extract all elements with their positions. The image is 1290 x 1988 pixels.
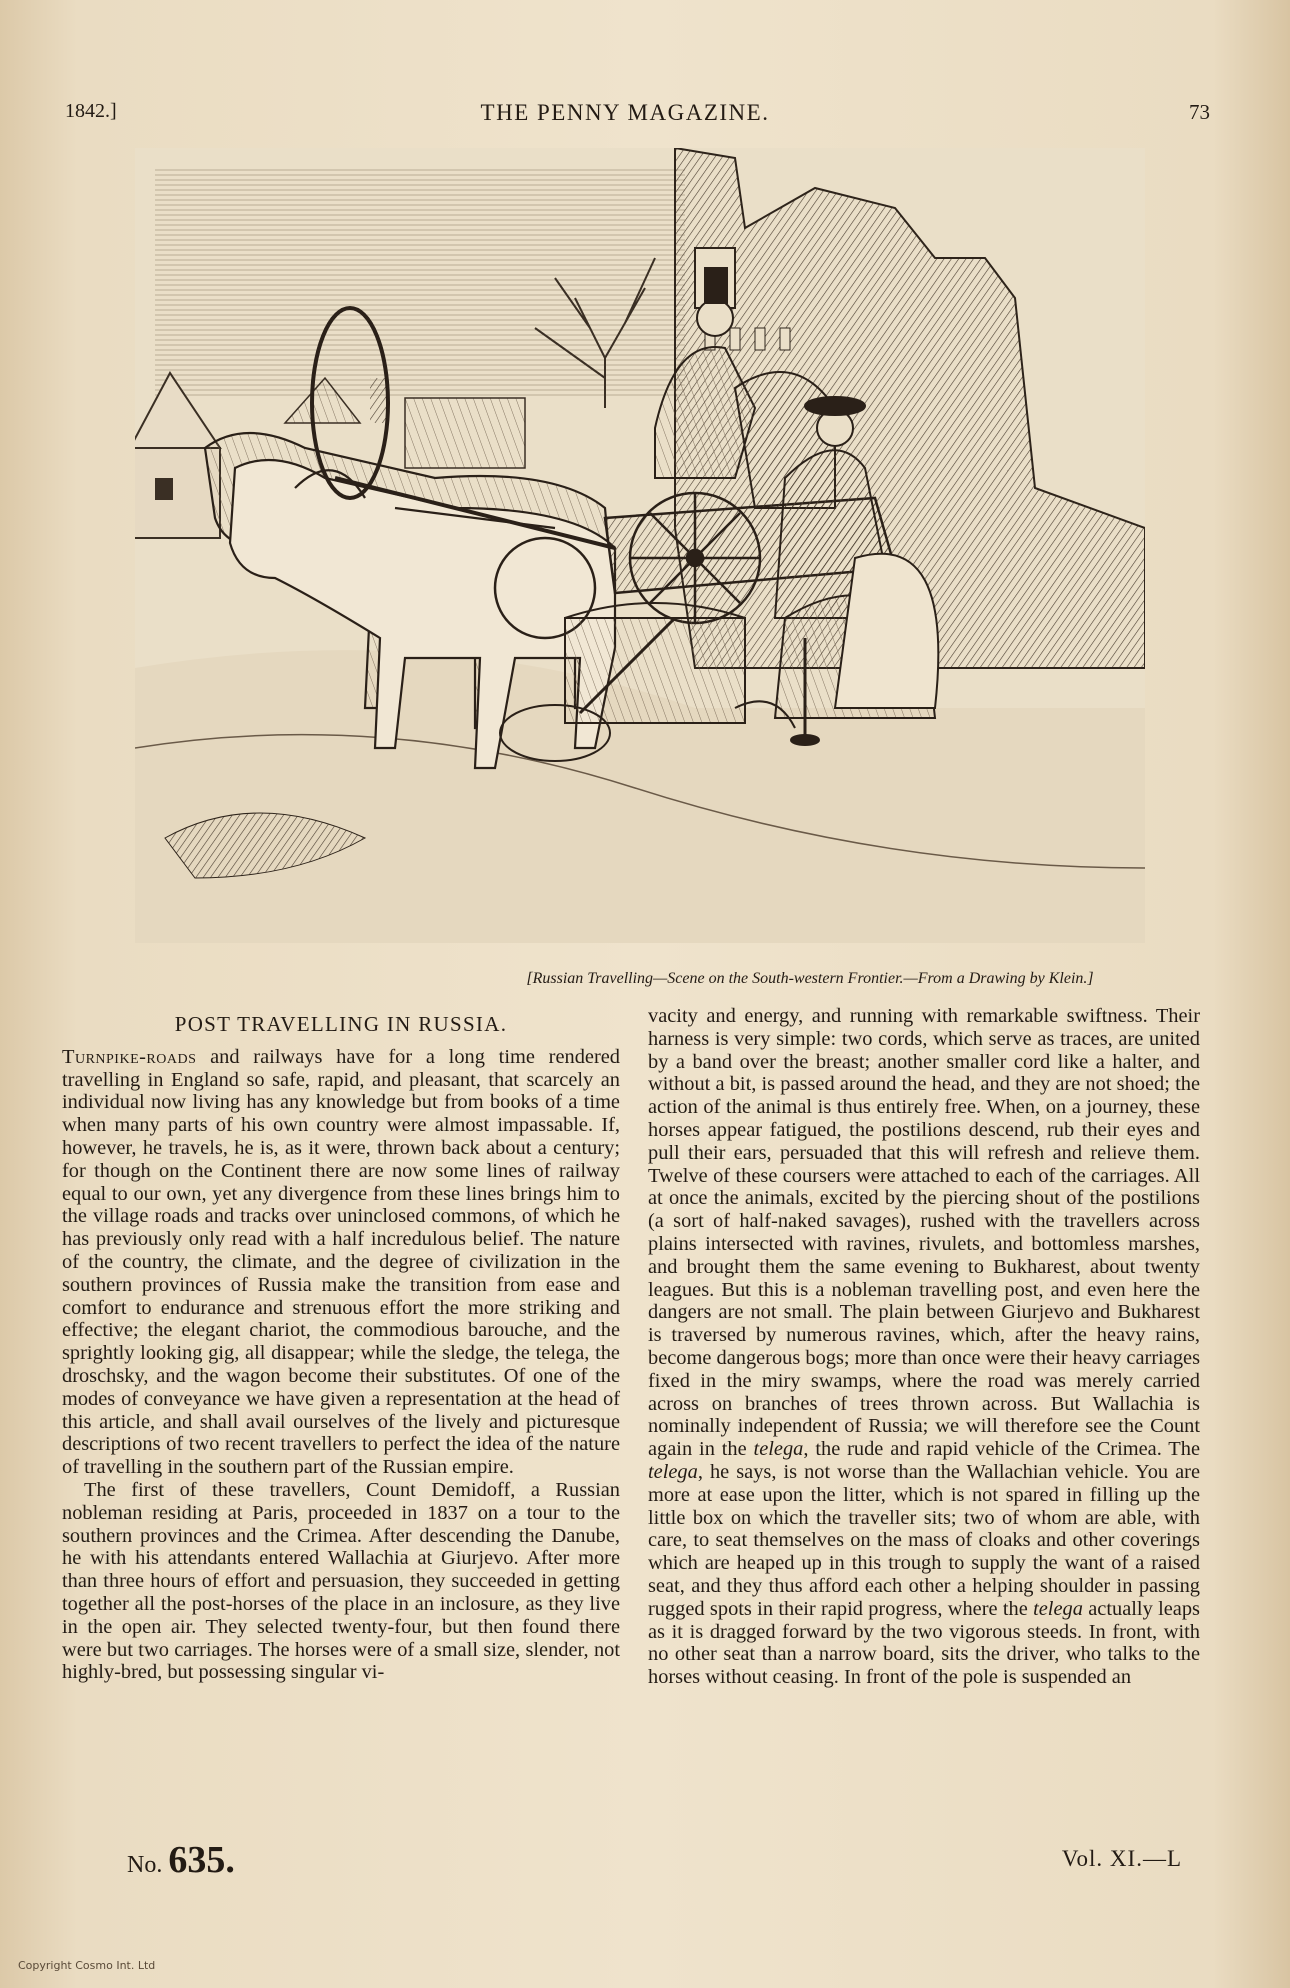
article-column-left bbox=[62, 1005, 620, 1684]
paragraph-text: , the rude and rapid vehicle of the Crimea. The bbox=[803, 1438, 1200, 1461]
running-head bbox=[40, 100, 1210, 130]
paragraph-text: , he says, is not worse than the Wallachian vehicle. You are more at ease upon the litter, which is not spared in filling up the little box on which the traveller sits; two of whom are able, with care, to seat themselves on the mass of cloaks and other coverings which are heaped up in this trough to supply the want of a raised seat, and they thus afford each other a helping shoulder in passing rugged spots in their rapid progress, where the bbox=[648, 1460, 1200, 1620]
lead-smallcaps: Turnpike-roads bbox=[62, 1045, 197, 1068]
paragraph-text: vacity and energy, and running with remarkable swiftness. Their harness is very simple: two cords, which serve as traces, are united by a band over the breast; another smaller cord like a halter, and without a bit, is passed around the head, and they are not shoed; the action of the animal is thus entirely free. When, on a journey, these horses appear fatigued, the postilions descend, rub their eyes and pull their ears, persuaded that this will refresh and relieve them. Twelve of these coursers were attached to each of the carriages. All at once the animals, excited by the piercing shout of the postilions (a sort of half-naked savages), rushed with the travellers across plains intersected with ravines, rivulets, and bottomless marshes, and brought them the same evening to Bukharest, about twenty leagues. But this is a nobleman travelling post, and even here the dangers are not small. The plain between Giurjevo and Bukharest is traversed by numerous ravines, which, after the heavy rains, become dangerous bogs; more than once were their heavy carriages fixed in the miry swamps, where the road was merely carried across on branches of trees thrown across. But Wallachia is nominally independent of Russia; we will therefore see the Count again in the bbox=[648, 1005, 1201, 1461]
paragraph-text: actually leaps as it is dragged forward by the two vigorous steeds. In front, with no other seat than a narrow board, sits the driver, who talks to the horses without ceasing. In front of the pole is suspended an bbox=[648, 1597, 1200, 1689]
issue-number bbox=[127, 1838, 235, 1882]
header-year: 1842.] bbox=[65, 100, 117, 122]
issue-value: 635. bbox=[168, 1839, 235, 1881]
italic-term: telega bbox=[1033, 1597, 1083, 1620]
page-footer bbox=[62, 1838, 1202, 1888]
paragraph-text: and railways have for a long time rendered travelling in England so safe, rapid, and pleasant, that scarcely an individual now living has any knowledge but from books of a time when many parts of his own country were almost impassable. If, however, he travels, he is, as it were, thrown back about a century; for though on the Continent there are now some lines of railway equal to our own, yet any divergence from these lines brings him to the village roads and tracks over uninclosed commons, of which he has previously only read with a half incredulous belief. The nature of the country, the climate, and the degree of civilization in the southern provinces of Russia make the transition from ease and comfort to endurance and strenuous effort the more striking and effective; the elegant chariot, the commodious barouche, and the sprightly looking gig, all disappear; while the sledge, the telega, the droschsky, and the wagon become their substitutes. Of one of the modes of conveyance we have given a representation at the head of this article, and shall avail ourselves of the lively and picturesque descriptions of two recent travellers to perfect the idea of the nature of travelling in the southern part of the Russian empire. bbox=[62, 1045, 620, 1479]
page-number: 73 bbox=[1189, 100, 1210, 124]
engraving-illustration bbox=[135, 148, 1145, 943]
italic-term: telega bbox=[648, 1460, 698, 1483]
volume-label: Vol. XI.—L bbox=[1061, 1846, 1182, 1871]
article-title: POST TRAVELLING IN RUSSIA. bbox=[174, 1012, 508, 1036]
article-paragraph: The first of these travellers, Count Demidoff, a Russian nobleman residing at Paris, proceeded in 1837 on a tour to the southern provinces and the Crimea. After descending the Danube, he with his attendants entered Wallachia at Giurjevo. After more than three hours of effort and persuasion, they succeeded in getting together all the post-horses of the place in an inclosure, as they live in the open air. They selected twenty-four, but then found there were but two carriages. The horses were of a small size, slender, not highly-bred, but possessing singular vi- bbox=[62, 1478, 620, 1684]
article-paragraph bbox=[648, 1005, 1200, 1689]
copyright-watermark: Copyright Cosmo Int. Ltd bbox=[18, 1959, 156, 1972]
article-column-right bbox=[648, 1005, 1200, 1689]
issue-label: No. bbox=[127, 1852, 163, 1878]
magazine-title: THE PENNY MAGAZINE. bbox=[480, 100, 770, 125]
illustration-caption: [Russian Travelling—Scene on the South-western Frontier.—From a Drawing by Klein.] bbox=[526, 970, 1094, 987]
article-paragraph bbox=[62, 1046, 620, 1479]
italic-term: telega bbox=[753, 1438, 804, 1461]
